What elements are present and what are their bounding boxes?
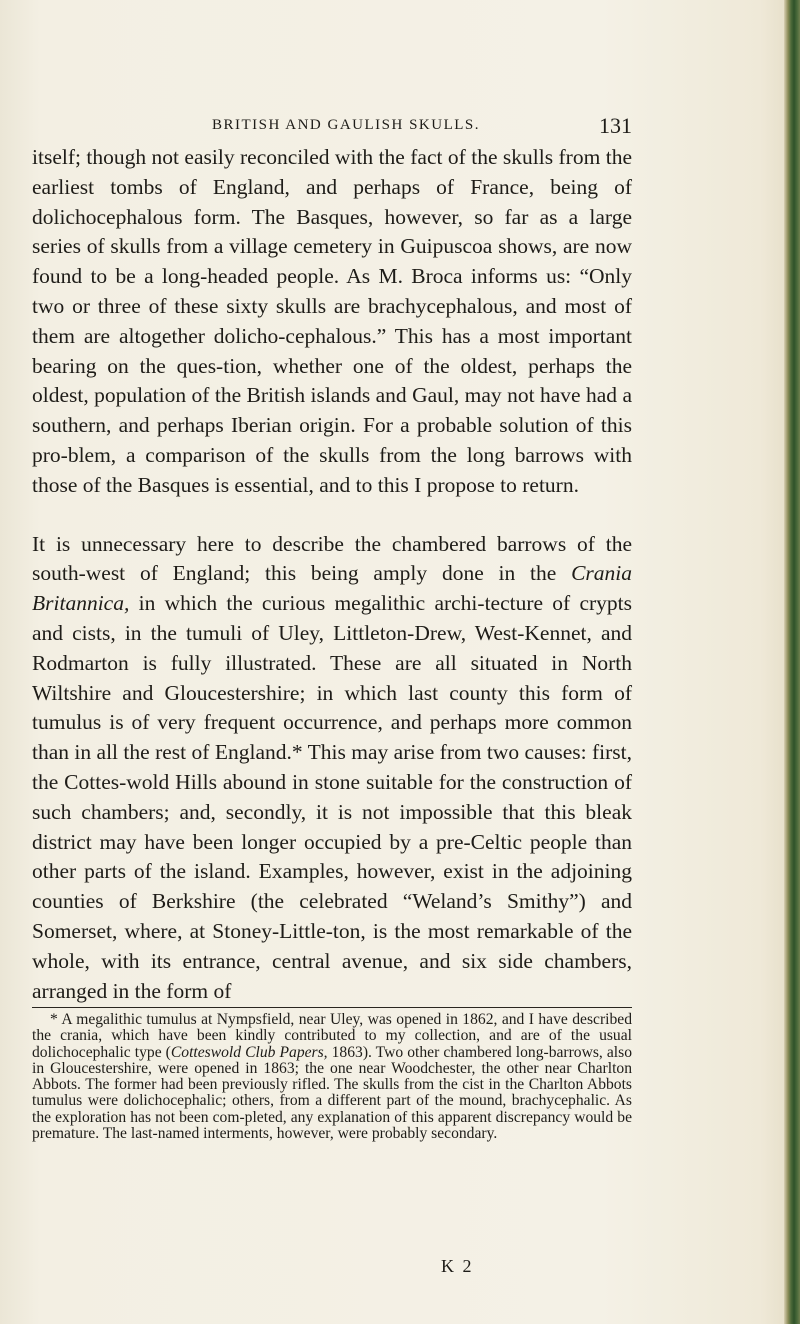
footnote bbox=[32, 1012, 632, 1142]
footnote-part-2: 1863). Two other chambered long-barrows, also in Gloucestershire, were opened in 1863; the one near Woodchester, the other near Charlton Abbots. The former had been previously rifled. The skulls from the cist in the Charlton Abbots tumulus were dolichocephalic; others, from a different part of the mound, brachycephalic. As the exploration has not been com-pleted, any explanation of this apparent discrepancy would be premature. The last-named interments, however, were probably secondary. bbox=[32, 1043, 632, 1143]
body-text bbox=[32, 143, 632, 1006]
paragraph-2 bbox=[32, 530, 632, 1007]
footnote-part-1: * A megalithic tumulus at Nympsfield, near Uley, was opened in 1862, and I have described the crania, which have been kindly contributed to my collection, and are of the usual dolichocephalic type ( bbox=[32, 1011, 632, 1061]
page-header bbox=[60, 113, 632, 139]
footnote-rule bbox=[32, 1007, 632, 1008]
crania-britannica-title: Crania Britannica, bbox=[32, 561, 632, 616]
book-binding-edge bbox=[784, 0, 800, 1324]
paragraph-1: itself; though not easily reconciled with the fact of the skulls from the earliest tombs of England, and perhaps of France, being of dolichocephalous form. The Basques, however, so far as a large series of skulls from a village cemetery in Guipuscoa shows, are now found to be a long-headed people. As M. Broca informs us: “Only two or three of these sixty skulls are brachycephalous, and most of them are altogether dolicho-cephalous.” This has a most important bearing on the ques-tion, whether one of the oldest, perhaps the oldest, population of the British islands and Gaul, may not have had a southern, and perhaps Iberian origin. For a probable solution of this pro-blem, a comparison of the skulls from the long barrows with those of the Basques is essential, and to this I propose to return. bbox=[32, 145, 632, 497]
page-number: 131 bbox=[599, 113, 632, 138]
paragraph-2-part-1: It is unnecessary here to describe the chambered barrows of the south-west of England; this being amply done in the bbox=[32, 531, 632, 586]
cotteswold-club-papers-title: Cotteswold Club Papers, bbox=[170, 1043, 328, 1061]
running-head: BRITISH AND GAULISH SKULLS. bbox=[211, 117, 480, 133]
paragraph-2-part-2: in which the curious megalithic archi-tecture of crypts and cists, in the tumuli of Uley, Littleton-Drew, West-Kennet, and Rodmarton is fully illustrated. These are all situated in North Wiltshire and Gloucestershire; in which last county this form of tumulus is of very frequent occurrence, and perhaps more common than in all the rest of England.* This may arise from two causes: first, the Cottes-wold Hills abound in stone suitable for the construction of such chambers; and, secondly, it is not impossible that this bleak district may have been longer occupied by a pre-Celtic people than other parts of the island. Examples, however, exist in the adjoining counties of Berkshire (the celebrated “Weland’s Smithy”) and Somerset, where, at Stoney-Little-ton, is the most remarkable of the whole, with its entrance, central avenue, and six side chambers, arranged in the form of bbox=[32, 591, 633, 1003]
printer-signature-mark: K 2 bbox=[441, 1256, 474, 1276]
footnote-text bbox=[32, 1012, 632, 1142]
